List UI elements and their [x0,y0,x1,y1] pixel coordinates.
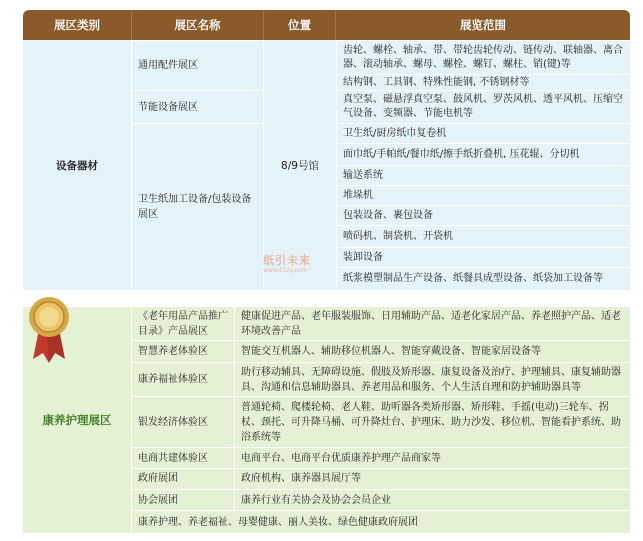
watermark-text: 纸引未来 [263,254,311,267]
scope-cell: 纸浆模塑制品生产设备、纸餐具成型设备、纸袋加工设备等 [336,267,630,290]
table-header [23,10,630,40]
scope-cell: 装卸设备 [336,247,630,267]
scope-cell: 健康促进产品、老年服装服饰、日用辅助产品、适老化家居产品、养老照护产品、适老环境改善产品 [234,307,630,340]
scope-cell: 齿轮、螺栓、轴承、带、带轮齿轮传动、链传动、联轴器、离合器、滚动轴承、螺母、螺栓、螺钉、螺柱、销(键)等 [336,40,630,74]
scope-cell: 真空泵、磁悬浮真空泵、鼓风机、罗茨风机、透平风机、压缩空气设备、变频器、节能电机等 [336,90,630,123]
header-location: 位置 [263,10,335,40]
area-cell: 通用配件展区 [131,40,263,90]
category-cell [23,307,131,533]
scope-cell: 政府机构、康养器具展厅等 [234,469,630,489]
scope-cell: 普通轮椅、爬楼轮椅、老人鞋、助听器各类矫形器、矫形鞋、手摇(电动)三轮车、拐杖、颈托、可升降马桶、可升降灶台、护理床、助力沙发、移位机、智能看护系统、助浴系统等 [234,397,630,447]
scope-cell: 结构钢、工具钢、特殊性能钢, 不锈钢材等 [336,74,630,90]
scope-column [336,40,630,290]
table-row [131,340,630,362]
header-category: 展区类别 [54,18,100,32]
area-cell: 康养福祉体验区 [131,363,234,396]
table-row [131,489,630,511]
area-cell: 《老年用品产品推广目录》产品展区 [131,307,234,340]
category-title: 康养护理展区 [42,413,112,427]
table-footer-row [131,510,630,533]
scope-cell: 包装设备、裹包设备 [336,205,630,225]
scope-cell: 喷码机、制袋机、开袋机 [336,225,630,247]
medal-icon [25,293,73,365]
table-row [131,307,630,340]
area-cell: 智慧养老体验区 [131,341,234,362]
equipment-table [23,10,630,290]
scope-cell: 卫生纸/厨房纸巾复卷机 [336,123,630,143]
header-scope: 展览范围 [335,10,630,40]
location-cell: 8/9号馆 [263,40,336,290]
watermark-url: www.61zy.com [263,267,308,274]
scope-cell: 输送系统 [336,165,630,185]
scope-cell: 助行移动辅具、无障碍设施、假肢及矫形器、康复设备及治疗、护理辅具、康复辅助器具、沟通和信息辅助器具、养老用品和服务、个人生活自理和防护辅助器具等 [234,363,630,396]
scope-cell: 电商平台、电商平台优质康养护理产品商家等 [234,448,630,468]
elderly-care-table [23,307,630,533]
header-area-name: 展区名称 [131,10,263,40]
table-row [131,468,630,489]
scope-cell: 康养行业有关协会及协会会员企业 [234,490,630,511]
table-row [131,362,630,396]
table-row [131,396,630,447]
scope-cell: 面巾纸/手帕纸/餐巾纸/擦手纸折叠机, 压花辊、分切机 [336,143,630,165]
footer-cell: 康养护理、养老福祉、母婴健康、丽人美妆、绿色健康政府展团 [131,511,630,533]
scope-cell: 堆垛机 [336,185,630,205]
area-cell: 银发经济体验区 [131,397,234,447]
area-cell: 电商共建体验区 [131,448,234,468]
area-cell: 协会展团 [131,490,234,511]
area-column [131,40,263,290]
area-cell: 节能设备展区 [131,90,263,123]
watermark [263,252,311,274]
category-cell: 设备器材 [23,40,131,290]
table-row [131,447,630,468]
area-cell: 政府展团 [131,469,234,489]
scope-cell: 智能交互机器人、辅助移位机器人、智能穿戴设备、智能家居设备等 [234,341,630,362]
area-cell: 卫生纸加工设备/包装设备展区 [131,123,263,290]
